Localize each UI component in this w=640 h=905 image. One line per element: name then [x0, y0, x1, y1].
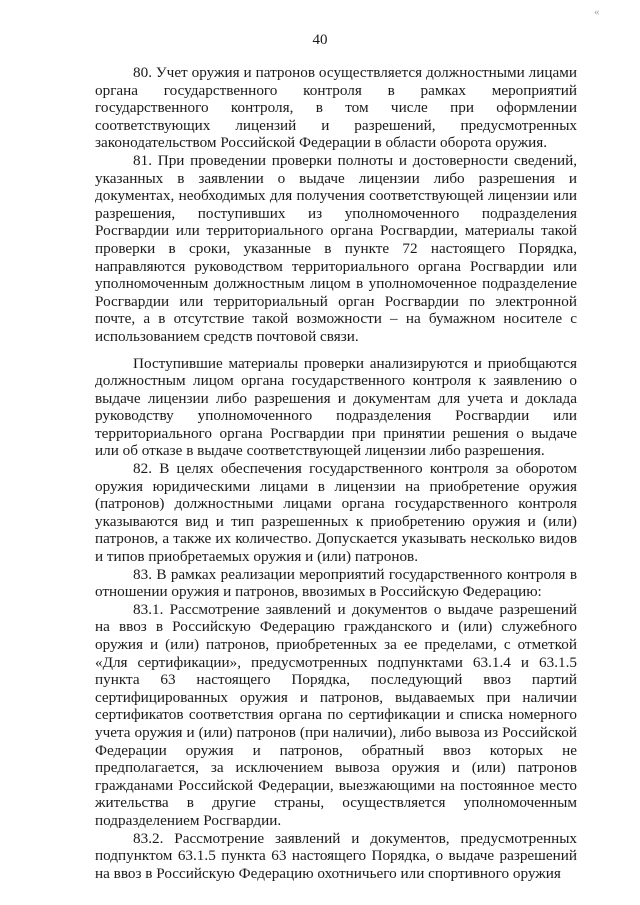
paragraph-81: 81. При проведении проверки полноты и достоверности сведений, указанных в заявлении о выдаче лицензии либо разрешения и документах, необходимых для получения соответствующей лицензии или разрешения, поступивших из уполномоченного подразделения Росгвардии или территориального органа Росгвардии, материалы такой проверки в сроки, указанные в пункте 72 настоящего Порядка, направляются руководством территориального органа Росгвардии или уполномоченным должностным лицом в уполномоченное подразделение Росгвардии или территориальный орган Росгвардии по электронной почте, а в отсутствие такой возможности – на бумажном носителе с использованием средств почтовой связи. [95, 151, 577, 345]
paragraph-80: 80. Учет оружия и патронов осуществляется должностными лицами органа государственного контроля в рамках мероприятий государственного контроля, в том числе при оформлении соответствующих лицензий и разрешений, предусмотренных законодательством Российской Федерации в области оборота оружия. [95, 64, 577, 152]
paragraph-83-1: 83.1. Рассмотрение заявлений и документов о выдаче разрешений на ввоз в Российскую Федерацию гражданского и (или) служебного оружия и (или) патронов, приобретенных за ее пределами, с отметкой «Для сертификации», предусмотренных подпунктами 63.1.4 и 63.1.5 пункта 63 настоящего Порядка, последующий ввоз партий сертифицированных оружия и патронов, выдаваемых при наличии сертификатов соответствия органа по сертификации и списка номерного учета оружия и (или) патронов (при наличии), либо вывоза из Российской Федерации оружия и патронов, обратный ввоз которых не предполагается, за исключением вывоза оружия и (или) патронов гражданами Российской Федерации, выезжающими на постоянное место жительства в другие страны, осуществляется уполномоченным подразделением Росгвардии. [95, 600, 577, 829]
paragraph-82: 82. В целях обеспечения государственного контроля за оборотом оружия юридическими лицами в лицензии на приобретение оружия (патронов) должностными лицами органа государственного контроля указываются вид и тип разрешенных к приобретению оружия и (или) патронов, а также их количество. Допускается указывать несколько видов и типов приобретаемых оружия и (или) патронов. [95, 460, 577, 566]
page-number: 40 [312, 32, 328, 48]
paragraph-83-2: 83.2. Рассмотрение заявлений и документов, предусмотренных подпунктом 63.1.5 пункта 63 настоящего Порядка, о выдаче разрешений на ввоз в Российскую Федерацию охотничьего или спортивного оружия [95, 829, 577, 882]
paragraph-83: 83. В рамках реализации мероприятий государственного контроля в отношении оружия и патронов, ввозимых в Российскую Федерацию: [95, 565, 577, 601]
corner-mark: « [594, 6, 600, 18]
document-body [95, 64, 577, 882]
paragraph-81-continued: Поступившие материалы проверки анализируются и приобщаются должностным лицом органа государственного контроля к заявлению о выдаче лицензии либо разрешения и документам для учета и доклада руководству уполномоченного подразделения Росгвардии или территориального органа Росгвардии при принятии решения о выдаче или об отказе в выдаче соответствующей лицензии либо разрешения. [95, 354, 577, 460]
